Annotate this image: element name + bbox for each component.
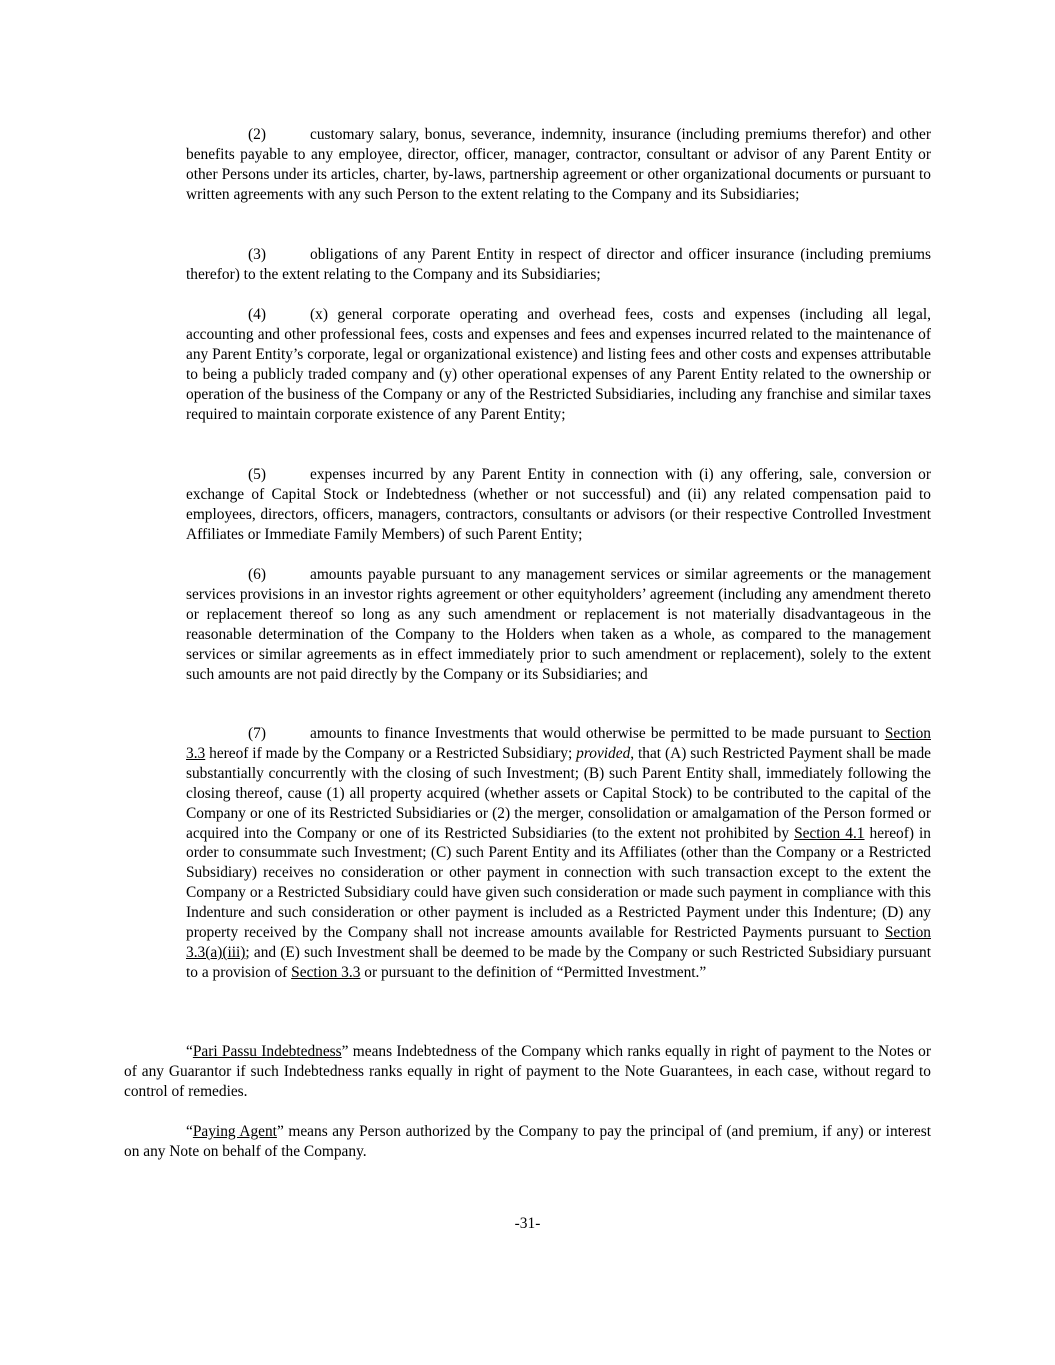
definition-paying-agent bbox=[124, 1122, 931, 1162]
clause-text: amounts to finance Investments that would otherwise be permitted to be made pursuant to bbox=[310, 725, 885, 742]
page-number: -31- bbox=[514, 1215, 541, 1232]
clause-text: ; and (E) such Investment shall be deemed to be made by the Company or such Restricted Subsidiary pursuant to a provision of bbox=[186, 943, 931, 981]
clause-number: (4) bbox=[248, 306, 266, 323]
clause-text: , that (A) such Restricted Payment shall be made substantially concurrently with the closing of such Investment; (B) such Parent Entity shall, immediately following the closing thereof, cause (1) all property acquired (whether assets or Capital Stock) to be contributed to the capital of the Company or one of its Restricted Subsidiaries or (2) the merger, consolidation or amalgamation of the Person formed or acquired into the Company or one of its Restricted Subsidiaries (to the extent not prohibited by bbox=[186, 744, 931, 842]
section-reference-link[interactable]: Section 3.3(a)(iii) bbox=[186, 924, 931, 961]
clause-number: (2) bbox=[248, 126, 266, 143]
clause-text: customary salary, bonus, severance, indemnity, insurance (including premiums therefor) and other benefits payable to any employee, director, officer, manager, contractor, consultant or advisor of any Parent Entity or other Persons under its articles, charter, by-laws, partnership agreement or other organizational documents or pursuant to written agreements with any such Person to the extent relating to the Company and its Subsidiaries; bbox=[186, 126, 931, 203]
definition-pari-passu-indebtedness bbox=[124, 1042, 931, 1102]
quote-mark: “ bbox=[186, 1123, 193, 1140]
clause-text: hereof if made by the Company or a Restricted Subsidiary; bbox=[205, 744, 577, 762]
clause-text: obligations of any Parent Entity in respect of director and officer insurance (including premiums therefor) to the extent relating to the Company and its Subsidiaries; bbox=[186, 246, 931, 283]
clause-number: (7) bbox=[248, 725, 266, 742]
quote-mark: “ bbox=[186, 1043, 193, 1060]
clause-text: (x) general corporate operating and overhead fees, costs and expenses (including all legal, accounting and other professional fees, costs and expenses and fees and expenses incurred related to the maintenance of any Parent Entity’s corporate, legal or organizational existence) and listing fees and other costs and expenses attributable to being a publicly traded company and (y) other operational expenses of any Parent Entity related to the ownership or operation of the business of the Company or any of the Restricted Subsidiaries, including any franchise and similar taxes required to maintain corporate existence of any Parent Entity; bbox=[186, 306, 931, 423]
clause-6 bbox=[186, 565, 931, 684]
section-reference-link[interactable]: Section 4.1 bbox=[794, 824, 865, 842]
clause-number: (6) bbox=[248, 566, 266, 583]
provided-term: provided bbox=[576, 744, 631, 762]
clause-2 bbox=[186, 125, 931, 205]
defined-term: Pari Passu Indebtedness bbox=[192, 1043, 342, 1060]
definition-text: ” means any Person authorized by the Company to pay the principal of (and premium, if any) or interest on any Note on behalf of the Company. bbox=[124, 1123, 931, 1160]
clause-4 bbox=[186, 305, 931, 424]
clause-number: (3) bbox=[248, 246, 266, 263]
clause-text: expenses incurred by any Parent Entity in connection with (i) any offering, sale, conversion or exchange of Capital Stock or Indebtedness (whether or not successful) and (ii) any related compensation paid to employees, directors, officers, managers, contractors, consultants or advisors (or their respective Controlled Investment Affiliates or Immediate Family Members) of such Parent Entity; bbox=[186, 466, 931, 543]
clause-7 bbox=[186, 724, 931, 983]
section-reference-link[interactable]: Section 3.3 bbox=[291, 963, 361, 981]
clause-5 bbox=[186, 465, 931, 545]
clause-3 bbox=[186, 245, 931, 285]
section-reference-link[interactable]: Section 3.3 bbox=[186, 725, 931, 762]
clause-text: amounts payable pursuant to any management services or similar agreements or the management services provisions in an investor rights agreement or other equityholders’ agreement (including any amendment thereto or replacement thereof so long as any such amendment or replacement is not materially disadvantageous in the reasonable determination of the Company to the Holders when taken as a whole, as compared to the management services or similar agreements as in effect immediately prior to such amendment or replacement), solely to the extent such amounts are not paid directly by the Company or its Subsidiaries; and bbox=[186, 566, 931, 683]
clause-number: (5) bbox=[248, 466, 266, 483]
clause-text: or pursuant to the definition of “Permitted Investment.” bbox=[360, 963, 707, 981]
definition-text: ” means Indebtedness of the Company which ranks equally in right of payment to the Notes or of any Guarantor if such Indebtedness ranks equally in right of payment to the Note Guarantees, in each case, without regard to control of remedies. bbox=[124, 1043, 932, 1100]
clause-text: hereof) in order to consummate such Investment; (C) such Parent Entity and its Affiliates (other than the Company or a Restricted Subsidiary) receives no consideration or other payment in connection with such transaction except to the extent the Company or a Restricted Subsidiary could have given such consideration or made such payment in compliance with this Indenture and such consideration or other payment is included as a Restricted Payment under this Indenture; (D) any property received by the Company shall not increase amounts available for Restricted Payments pursuant to bbox=[186, 824, 931, 942]
defined-term: Paying Agent bbox=[192, 1123, 277, 1140]
